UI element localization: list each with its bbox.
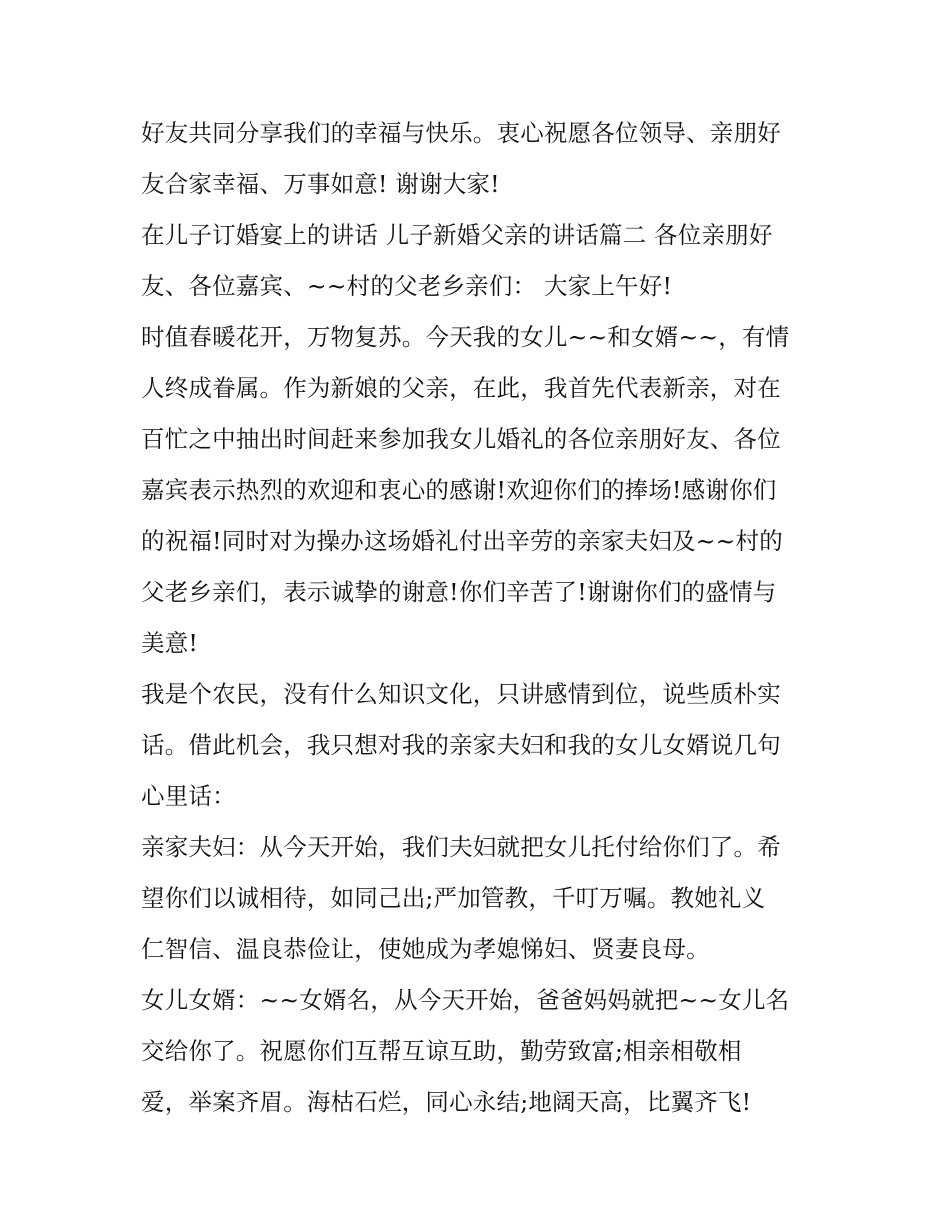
text-line: 望你们以诚相待，如同己出;严加管教，千叮万嘱。教她礼义 xyxy=(141,884,766,912)
text-line: 话。借此机会，我只想对我的亲家夫妇和我的女儿女婿说几句 xyxy=(141,731,781,759)
text-line: 好友共同分享我们的幸福与快乐。衷心祝愿各位领导、亲朋好 xyxy=(141,119,781,147)
text-line: 美意! xyxy=(141,629,199,657)
text-line: 心里话： xyxy=(141,782,236,810)
text-line: 友、各位嘉宾、~~村的父老乡亲们： 大家上午好! xyxy=(141,272,673,300)
document-body xyxy=(141,108,821,1128)
text-line: 百忙之中抽出时间赶来参加我女儿婚礼的各位亲朋好友、各位 xyxy=(141,425,781,453)
text-line: 时值春暖花开，万物复苏。今天我的女儿~~和女婿~~，有情 xyxy=(141,323,790,351)
text-line: 父老乡亲们，表示诚挚的谢意!你们辛苦了!谢谢你们的盛情与 xyxy=(141,578,777,606)
text-line: 友合家幸福、万事如意! 谢谢大家! xyxy=(141,170,500,198)
text-line: 女儿女婿：~~女婿名，从今天开始，爸爸妈妈就把~~女儿名 xyxy=(141,986,790,1014)
text-line: 我是个农民，没有什么知识文化，只讲感情到位，说些质朴实 xyxy=(141,680,781,708)
text-line: 交给你了。祝愿你们互帮互谅互助，勤劳致富;相亲相敬相 xyxy=(141,1037,742,1065)
text-line: 人终成眷属。作为新娘的父亲，在此，我首先代表新亲，对在 xyxy=(141,374,781,402)
text-line: 在儿子订婚宴上的讲话 儿子新婚父亲的讲话篇二 各位亲朋好 xyxy=(141,221,773,249)
text-line: 的祝福!同时对为操办这场婚礼付出辛劳的亲家夫妇及~~村的 xyxy=(141,527,783,555)
text-line: 仁智信、温良恭俭让，使她成为孝媳悌妇、贤妻良母。 xyxy=(141,935,710,963)
text-line: 嘉宾表示热烈的欢迎和衷心的感谢!欢迎你们的捧场!感谢你们 xyxy=(141,476,777,504)
text-line: 爱，举案齐眉。海枯石烂，同心永结;地阔天高，比翼齐飞! xyxy=(141,1088,752,1116)
text-line: 亲家夫妇：从今天开始，我们夫妇就把女儿托付给你们了。希 xyxy=(141,833,781,861)
